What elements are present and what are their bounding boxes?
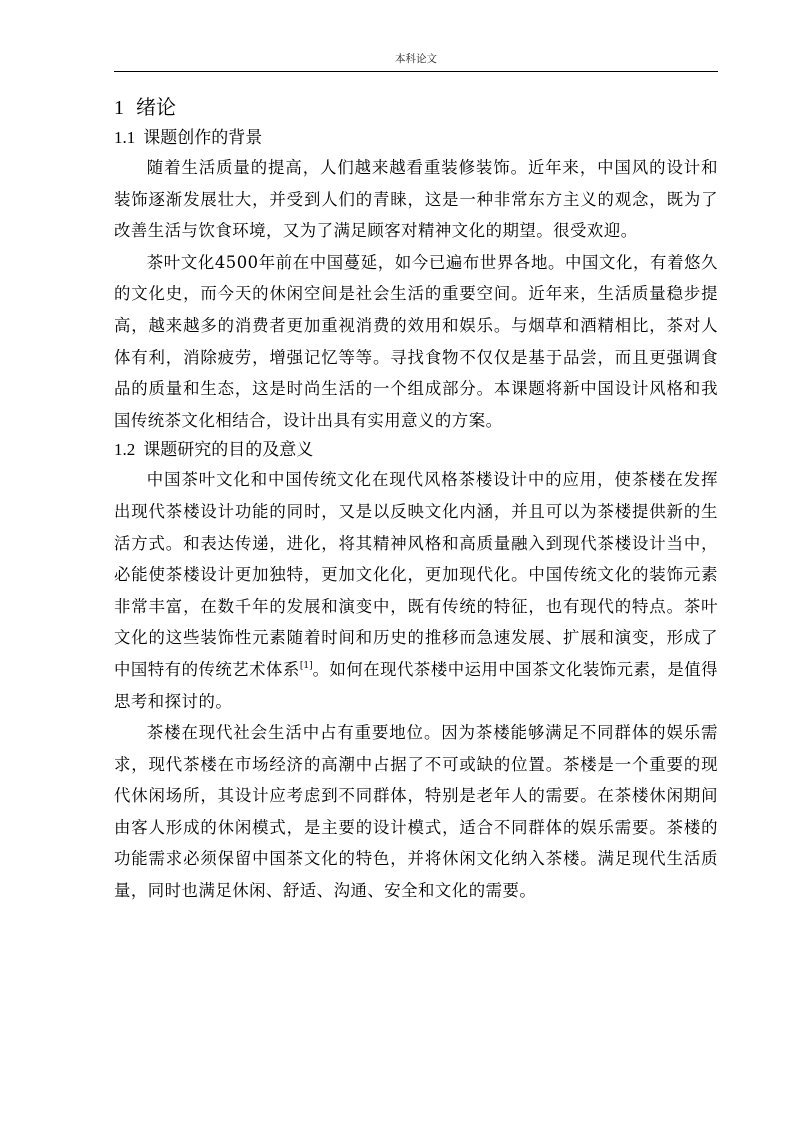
document-body	[114, 93, 718, 907]
paragraph-text: 中国茶叶文化和中国传统文化在现代风格茶楼设计中的应用，使茶楼在发挥出现代茶楼设计功能的同时，又是以反映文化内涵，并且可以为茶楼提供新的生活方式。和表达传递，进化，将其精神风格和高质量融入到现代茶楼设计当中，必能使茶楼设计更加独特，更加文化化，更加现代化。中国传统文化的装饰元素非常丰富，在数千年的发展和演变中，既有传统的特征，也有现代的特点。茶叶文化的这些装饰性元素随着时间和历史的推移而急速发展、扩展和演变，形成了中国特有的传统艺术体系	[114, 470, 718, 679]
body-paragraph: 茶叶文化4500年前在中国蔓延，如今已遍布世界各地。中国文化，有着悠久的文化史，而今天的休闲空间是社会生活的重要空间。近年来，生活质量稳步提高，越来越多的消费者更加重视消费的效用和娱乐。与烟草和酒精相比，茶对人体有利，消除疲劳，增强记忆等等。寻找食物不仅仅是基于品尝，而且更强调食品的质量和生态，这是时尚生活的一个组成部分。本课题将新中国设计风格和我国传统茶文化相结合，设计出具有实用意义的方案。	[114, 252, 718, 430]
header-rule	[114, 71, 718, 72]
section-title: 课题研究的目的及意义	[143, 440, 314, 461]
citation-reference[interactable]: [1]	[299, 660, 313, 671]
chapter-title: 绪论	[136, 95, 176, 119]
body-paragraph: 随着生活质量的提高，人们越来越看重装修装饰。近年来，中国风的设计和装饰逐渐发展壮大，并受到人们的青睐，这是一种非常东方主义的观念，既为了改善生活与饮食环境，又为了满足顾客对精神文化的期望。很受欢迎。	[114, 158, 718, 241]
section-heading	[114, 436, 718, 464]
section-number: 1.2	[114, 440, 136, 460]
body-paragraph	[114, 464, 718, 717]
body-paragraph: 茶楼在现代社会生活中占有重要地位。因为茶楼能够满足不同群体的娱乐需求，现代茶楼在市场经济的高潮中占据了不可或缺的位置。茶楼是一个重要的现代休闲场所，其设计应考虑到不同群体，特别是老年人的需要。在茶楼休闲期间由客人形成的休闲模式，是主要的设计模式，适合不同群体的娱乐需要。茶楼的功能需求必须保留中国茶文化的特色，并将休闲文化纳入茶楼。满足现代生活质量，同时也满足休闲、舒适、沟通、安全和文化的需要。	[114, 723, 718, 901]
section-heading	[114, 124, 718, 152]
section-number: 1.1	[114, 128, 136, 147]
paragraph-text: 。如何在现代茶楼中运用中国茶文化装饰元素，是值得思考和探讨的。	[114, 659, 719, 711]
chapter-number: 1	[114, 97, 124, 119]
chapter-heading	[114, 93, 718, 121]
page-header: 本科论文	[395, 53, 437, 65]
section-title: 课题创作的背景	[143, 128, 263, 148]
